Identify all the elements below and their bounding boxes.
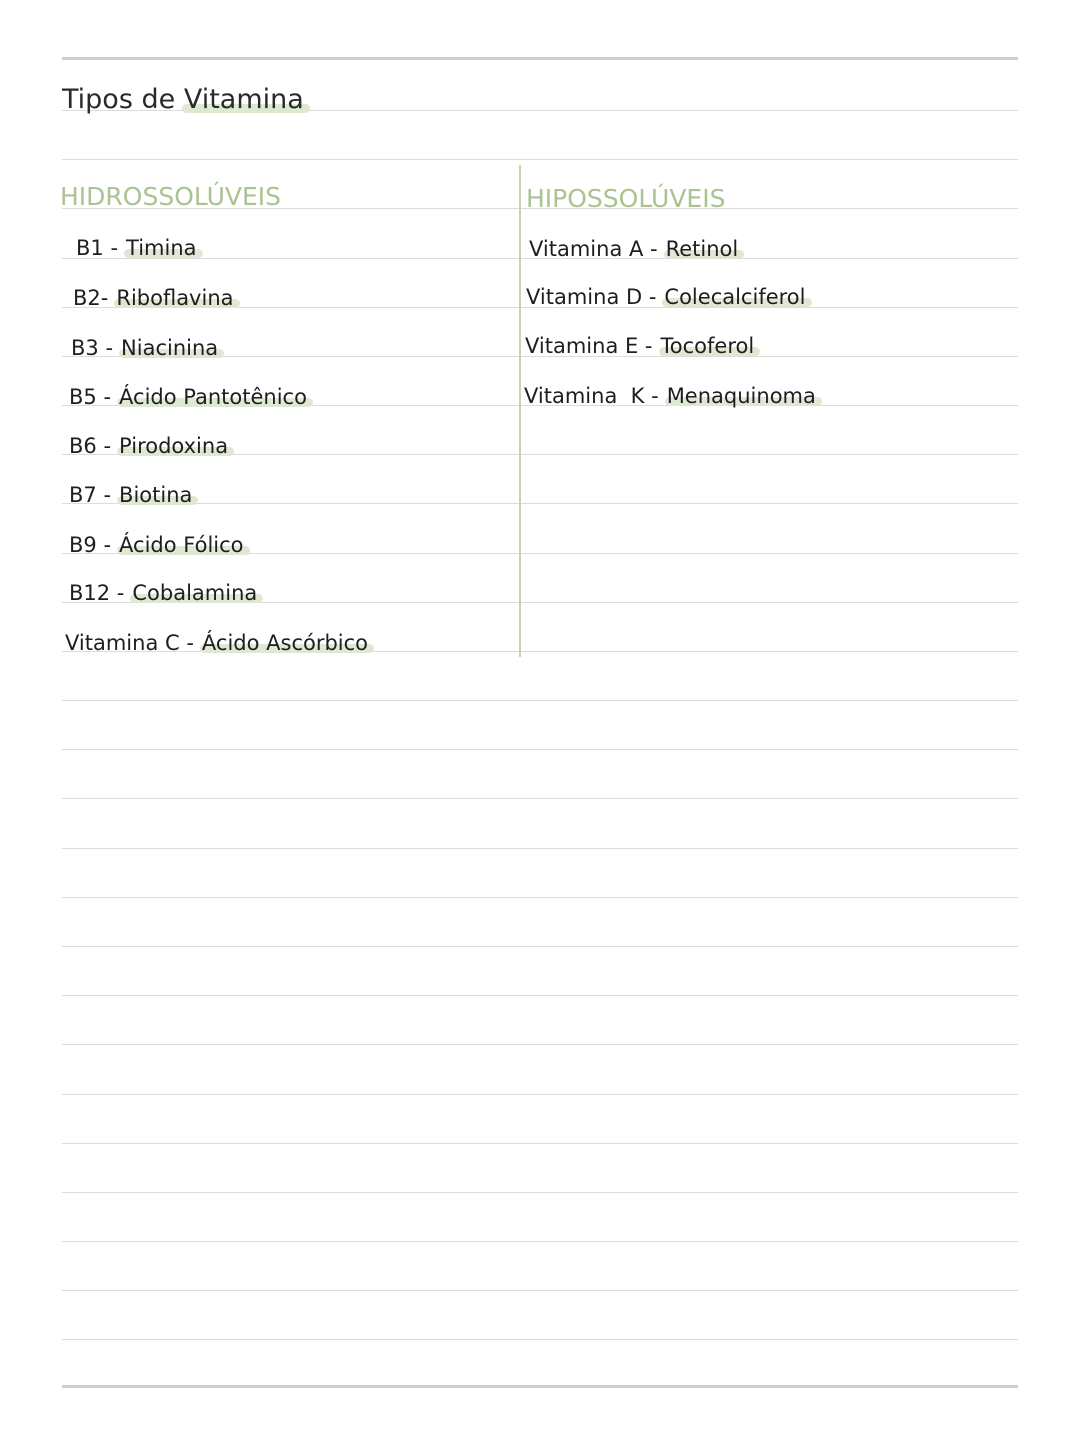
item-value: Timina bbox=[126, 236, 197, 260]
item-key: Vitamina D - bbox=[526, 285, 657, 309]
bottom-border bbox=[62, 1385, 1018, 1388]
item-key: Vitamina A - bbox=[529, 237, 658, 261]
list-item bbox=[69, 533, 244, 557]
list-item bbox=[526, 285, 806, 309]
ruled-line bbox=[62, 503, 1018, 504]
ruled-line bbox=[62, 897, 1018, 898]
ruled-line bbox=[62, 1143, 1018, 1144]
title-highlight: Vitamina bbox=[183, 84, 304, 115]
ruled-line bbox=[62, 749, 1018, 750]
item-value: Cobalamina bbox=[132, 581, 258, 605]
list-item bbox=[525, 334, 754, 358]
list-item bbox=[76, 236, 197, 260]
item-key: B5 - bbox=[69, 385, 112, 409]
item-value: Niacinina bbox=[121, 336, 219, 360]
item-value: Retinol bbox=[665, 237, 739, 261]
item-value: Colecalciferol bbox=[664, 285, 806, 309]
list-item bbox=[524, 384, 816, 408]
item-key: B7 - bbox=[69, 483, 112, 507]
item-key: B12 - bbox=[69, 581, 125, 605]
list-item bbox=[65, 631, 368, 655]
top-border bbox=[62, 57, 1018, 60]
item-key: B1 - bbox=[76, 236, 119, 260]
ruled-line bbox=[62, 848, 1018, 849]
list-item bbox=[69, 434, 228, 458]
list-item bbox=[69, 581, 257, 605]
item-key: Vitamina E - bbox=[525, 334, 653, 358]
item-key: B2- bbox=[73, 286, 109, 310]
list-item bbox=[69, 483, 192, 507]
ruled-line bbox=[62, 1339, 1018, 1340]
item-value: Ácido Pantotênico bbox=[119, 385, 307, 409]
item-key: B9 - bbox=[69, 533, 112, 557]
ruled-line bbox=[62, 995, 1018, 996]
list-item bbox=[529, 237, 738, 261]
item-value: Riboflavina bbox=[116, 286, 234, 310]
item-value: Ácido Ascórbico bbox=[201, 631, 369, 655]
item-key: Vitamina C - bbox=[65, 631, 194, 655]
ruled-line bbox=[62, 1241, 1018, 1242]
ruled-line bbox=[62, 159, 1018, 160]
list-item bbox=[71, 336, 218, 360]
ruled-line bbox=[62, 798, 1018, 799]
heading-hidrossoluveis: HIDROSSOLÚVEIS bbox=[60, 182, 282, 211]
heading-hipossoluveis: HIPOSSOLÚVEIS bbox=[526, 184, 726, 213]
item-value: Pirodoxina bbox=[119, 434, 229, 458]
ruled-line bbox=[62, 1192, 1018, 1193]
item-value: Biotina bbox=[119, 483, 193, 507]
title-prefix: Tipos de bbox=[62, 84, 184, 115]
list-item bbox=[69, 385, 307, 409]
list-item bbox=[73, 286, 234, 310]
ruled-line bbox=[62, 1290, 1018, 1291]
item-key: Vitamina K - bbox=[524, 384, 659, 408]
ruled-line bbox=[62, 700, 1018, 701]
item-key: B3 - bbox=[71, 336, 114, 360]
ruled-line bbox=[62, 946, 1018, 947]
column-divider bbox=[519, 165, 521, 657]
item-value: Ácido Fólico bbox=[119, 533, 244, 557]
item-key: B6 - bbox=[69, 434, 112, 458]
item-value: Menaquinoma bbox=[666, 384, 816, 408]
ruled-line bbox=[62, 1094, 1018, 1095]
page-title bbox=[62, 84, 304, 115]
item-value: Tocoferol bbox=[660, 334, 755, 358]
ruled-line bbox=[62, 1044, 1018, 1045]
